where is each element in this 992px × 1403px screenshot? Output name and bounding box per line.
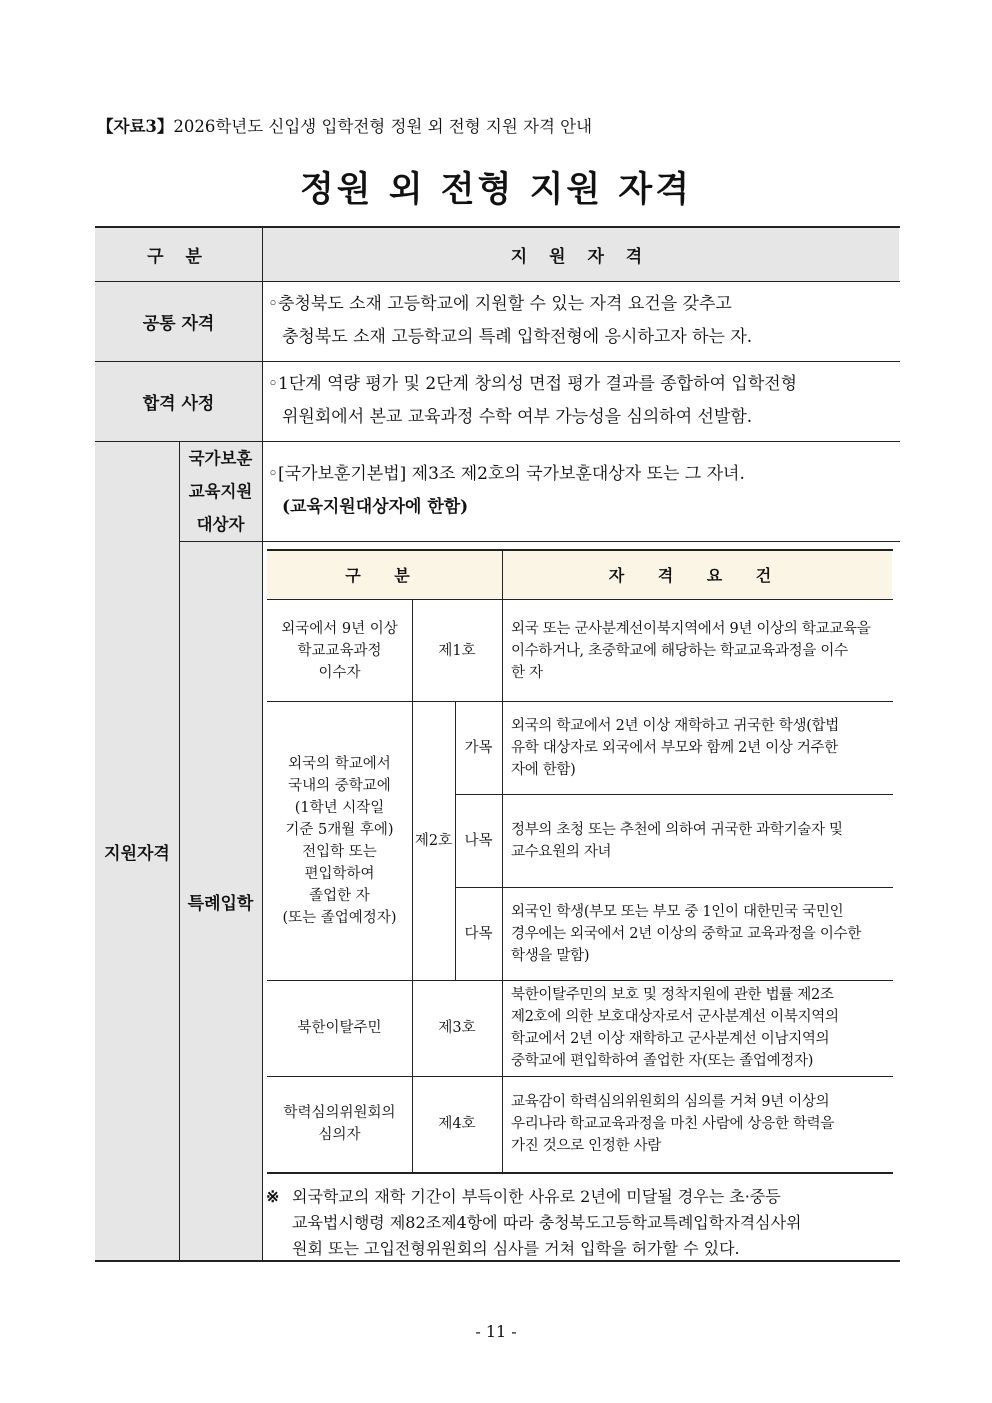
row2-name-line-2: 국내의 중학교에 (288, 777, 391, 794)
row3-desc (511, 980, 890, 1076)
common-label: 공통 자격 (142, 313, 215, 334)
source-text: 2026학년도 신입생 입학전형 정원 외 전형 지원 자격 안내 (173, 117, 593, 136)
row2-ga-desc-line-1: 외국의 학교에서 2년 이상 재학하고 귀국한 학생(합법 (511, 717, 839, 734)
row2-name-line-7: 졸업한 자 (309, 887, 370, 904)
row3-desc-line-1: 북한이탈주민의 보호 및 정착지원에 관한 법률 제2조 (511, 987, 834, 1003)
row2-na-desc-line-1: 정부의 초청 또는 추천에 의하여 귀국한 과학기술자 및 (511, 821, 843, 838)
veterans-label-line-3: 대상자 (196, 514, 245, 534)
row4-name-line-2: 심의자 (318, 1127, 361, 1143)
row2-name-line-8: (또는 졸업예정자) (282, 909, 397, 926)
row2-ga-desc (511, 701, 890, 794)
row4-desc-line-1: 교육감이 학력심의위원회의 심의를 거쳐 9년 이상의 (511, 1094, 830, 1110)
note (266, 1184, 898, 1262)
row4-desc-line-2: 우리나라 학교교육과정을 마친 사람에 상응한 학력을 (511, 1116, 835, 1132)
inner-header-category: 구 분 (345, 566, 424, 585)
row3-desc-line-3: 학교에서 2년 이상 재학하고 군사분계선 이남지역의 (511, 1031, 830, 1047)
row2-da-mok: 다목 (464, 925, 493, 942)
row1-desc (511, 600, 890, 701)
row2-name-line-6: 편입학하여 (304, 865, 375, 882)
row3-name (267, 980, 412, 1076)
row1-desc-line-2: 이수하거나, 초중학교에 해당하는 학교교육과정을 이수 (511, 642, 848, 659)
veterans-line-1: ◦[국가보훈기본법] 제3조 제2호의 국가보훈대상자 또는 그 자녀. (268, 464, 745, 484)
row2-na-desc-line-2: 교수요원의 자녀 (511, 843, 612, 860)
row3-name-line-1: 북한이탈주민 (297, 1020, 382, 1036)
row4-desc-line-3: 가진 것으로 인정한 사람 (511, 1138, 661, 1154)
row2-name-line-1: 외국의 학교에서 (288, 755, 391, 772)
special-label: 특례입학 (187, 893, 254, 914)
veterans-label-line-2: 교육지원 (188, 481, 253, 501)
row2-da-desc (511, 887, 890, 980)
row1-name-line-2: 학교교육과정 (297, 642, 382, 659)
selection-line-2: 위원회에서 본교 교육과정 수학 여부 가능성을 심의하여 선발함. (282, 407, 753, 427)
source-tag: 【자료3】 (97, 117, 174, 136)
header-category: 구 분 (147, 246, 210, 267)
row1-desc-line-3: 한 자 (511, 664, 543, 681)
common-line-2: 충청북도 소재 고등학교의 특례 입학전형에 응시하고자 하는 자. (282, 327, 753, 347)
veterans-label (179, 441, 262, 541)
row2-name (267, 701, 412, 980)
row2-ga-desc-line-3: 자에 한함) (511, 761, 576, 778)
note-line-1: 외국학교의 재학 기간이 부득이한 사유로 2년에 미달될 경우는 초·중등 (292, 1187, 781, 1206)
row2-na-desc (511, 794, 890, 887)
header-qualification: 지 원 자 격 (510, 246, 651, 267)
row3-desc-line-4: 중학교에 편입학하여 졸업한 자(또는 졸업예정자) (511, 1053, 814, 1069)
row4-name-line-1: 학력심의위원회의 (283, 1105, 396, 1121)
note-line-2: 교육법시행령 제82조제4항에 따라 충청북도고등학교특례입학자격심사위 (292, 1213, 802, 1232)
row3-desc-line-2: 제2호에 의한 보호대상자로서 군사분계선 이북지역의 (511, 1009, 839, 1025)
row2-name-line-3: (1학년 시작일 (294, 799, 385, 816)
row2-ga-mok: 가목 (464, 739, 493, 756)
common-text (268, 281, 898, 361)
row2-ga-desc-line-2: 유학 대상자로 외국에서 부모와 함께 2년 이상 거주한 (511, 739, 838, 756)
veterans-label-line-1: 국가보훈 (188, 448, 253, 468)
row2-name-line-5: 전입학 또는 (302, 843, 377, 860)
eligibility-label: 지원자격 (104, 843, 170, 864)
veterans-line-2: (교육지원대상자에 한함) (282, 497, 469, 517)
note-line-3: 원회 또는 고입전형위원회의 심사를 거쳐 입학을 허가할 수 있다. (292, 1239, 740, 1258)
row2-da-desc-line-1: 외국인 학생(부모 또는 부모 중 1인이 대한민국 국민인 (511, 903, 844, 920)
row4-desc (511, 1076, 890, 1172)
veterans-text (268, 441, 898, 541)
row4-code: 제4호 (438, 1116, 476, 1132)
row2-name-line-4: 기준 5개월 후에) (285, 821, 394, 838)
row2-da-desc-line-2: 경우에는 외국에서 2년 이상의 중학교 교육과정을 이수한 (511, 925, 862, 942)
page-number: - 11 - (475, 1322, 517, 1341)
selection-label: 합격 사정 (142, 393, 215, 414)
page-title: 정원 외 전형 지원 자격 (299, 170, 693, 210)
row1-name-line-1: 외국에서 9년 이상 (281, 620, 398, 637)
selection-line-1: ◦1단계 역량 평가 및 2단계 창의성 면접 평가 결과를 종합하여 입학전형 (268, 374, 798, 394)
row1-desc-line-1: 외국 또는 군사분계선이북지역에서 9년 이상의 학교교육을 (511, 620, 871, 637)
selection-text (268, 361, 898, 441)
source-label (97, 113, 592, 137)
row1-code: 제1호 (438, 642, 476, 659)
row3-code: 제3호 (438, 1020, 476, 1036)
row4-name (267, 1076, 412, 1172)
row2-code: 제2호 (414, 832, 453, 849)
row2-da-desc-line-3: 학생을 말함) (511, 947, 590, 964)
inner-header-requirement: 자 격 요 건 (608, 566, 786, 585)
note-mark: ※ (266, 1187, 280, 1206)
row2-na-mok: 나목 (464, 832, 493, 849)
row1-name-line-3: 이수자 (318, 664, 361, 681)
common-line-1: ◦충청북도 소재 고등학교에 지원할 수 있는 자격 요건을 갖추고 (268, 294, 732, 314)
row1-name (267, 600, 412, 701)
